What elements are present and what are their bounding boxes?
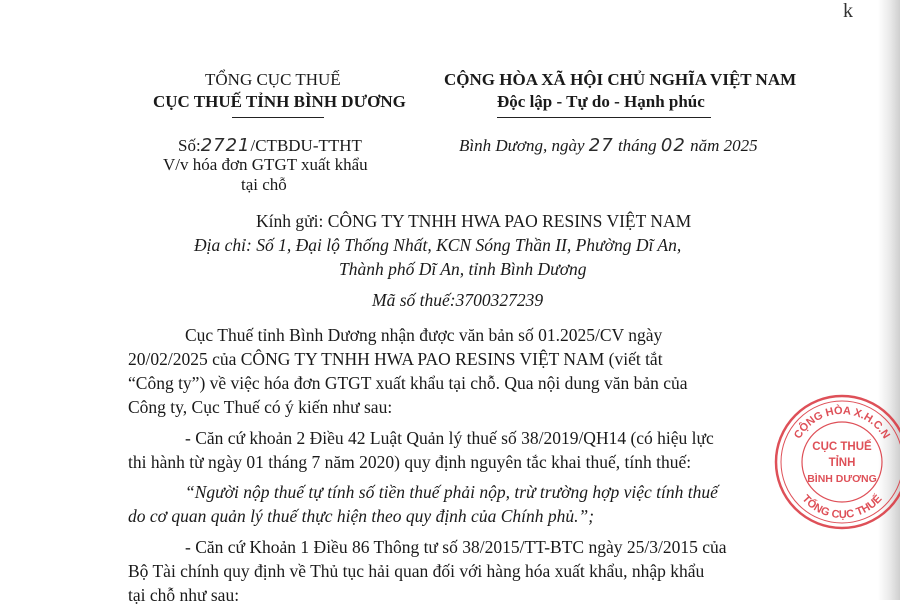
recipient-tax-code: Mã số thuế:3700327239 bbox=[372, 290, 544, 310]
body-line-11: tại chỗ như sau: bbox=[128, 585, 240, 605]
ref-prefix: Số: bbox=[178, 136, 201, 155]
recipient-line: Kính gửi: CÔNG TY TNHH HWA PAO RESINS VIỆT NAM bbox=[256, 211, 692, 231]
body-line-4: Công ty, Cục Thuế có ý kiến như sau: bbox=[128, 397, 393, 417]
stamp-arc-bottom: TỔNG CỤC THUẾ bbox=[799, 492, 885, 522]
agency-parent: TỔNG CỤC THUẾ bbox=[205, 70, 341, 89]
body-line-10: Bộ Tài chính quy định về Thủ tục hải quan đối với hàng hóa xuất khẩu, nhập khẩu bbox=[128, 561, 705, 581]
subject-line-2: tại chỗ bbox=[241, 175, 287, 194]
recipient-address-line-1: Địa chỉ: Số 1, Đại lộ Thống Nhất, KCN Sóng Thần II, Phường Dĩ An, bbox=[194, 235, 682, 255]
stamp-center-line-1: CỤC THUẾ bbox=[812, 441, 872, 453]
stamp-center-line-3: BÌNH DƯƠNG bbox=[807, 473, 877, 485]
agency-underline bbox=[232, 117, 324, 118]
agency-name: CỤC THUẾ TỈNH BÌNH DƯƠNG bbox=[153, 92, 406, 111]
reference-number bbox=[178, 135, 362, 156]
national-motto: Độc lập - Tự do - Hạnh phúc bbox=[497, 92, 705, 111]
country-name: CỘNG HÒA XÃ HỘI CHỦ NGHĨA VIỆT NAM bbox=[444, 70, 797, 89]
subject-line-1: V/v hóa đơn GTGT xuất khẩu bbox=[163, 155, 368, 174]
ref-suffix: /CTBDU-TTHT bbox=[250, 136, 362, 155]
body-line-1: Cục Thuế tỉnh Bình Dương nhận được văn bản số 01.2025/CV ngày bbox=[185, 325, 663, 345]
body-line-5: - Căn cứ khoản 2 Điều 42 Luật Quản lý thuế số 38/2019/QH14 (có hiệu lực bbox=[185, 428, 714, 448]
motto-underline bbox=[497, 117, 711, 118]
date-suffix: năm 2025 bbox=[690, 136, 758, 155]
recipient-address-line-2: Thành phố Dĩ An, tỉnh Bình Dương bbox=[339, 259, 587, 279]
date-month-handwritten: 02 bbox=[660, 135, 686, 156]
body-line-6: thi hành từ ngày 01 tháng 7 năm 2020) quy định nguyên tắc khai thuế, tính thuế: bbox=[128, 452, 692, 472]
date-mid: tháng bbox=[617, 136, 657, 155]
body-line-7: “Người nộp thuế tự tính số tiền thuế phải nộp, trừ trường hợp việc tính thuế bbox=[185, 482, 718, 502]
body-line-3: “Công ty”) về việc hóa đơn GTGT xuất khẩu tại chỗ. Qua nội dung văn bản của bbox=[128, 373, 688, 393]
official-stamp bbox=[772, 392, 900, 532]
date-prefix: Bình Dương, ngày bbox=[459, 136, 585, 155]
body-line-9: - Căn cứ Khoản 1 Điều 86 Thông tư số 38/2015/TT-BTC ngày 25/3/2015 của bbox=[185, 537, 727, 557]
corner-handwritten-mark: k bbox=[843, 0, 853, 22]
body-line-8: do cơ quan quản lý thuế thực hiện theo quy định của Chính phủ.”; bbox=[128, 506, 595, 526]
date-day-handwritten: 27 bbox=[588, 135, 614, 156]
body-line-2: 20/02/2025 của CÔNG TY TNHH HWA PAO RESINS VIỆT NAM (viết tắt bbox=[128, 349, 663, 369]
stamp-center-line-2: TỈNH bbox=[828, 457, 856, 469]
ref-handwritten-number: 2721 bbox=[200, 135, 251, 156]
issue-date bbox=[459, 135, 758, 156]
stamp-arc-top: CỘNG HÒA X.H.C.N bbox=[791, 404, 893, 441]
